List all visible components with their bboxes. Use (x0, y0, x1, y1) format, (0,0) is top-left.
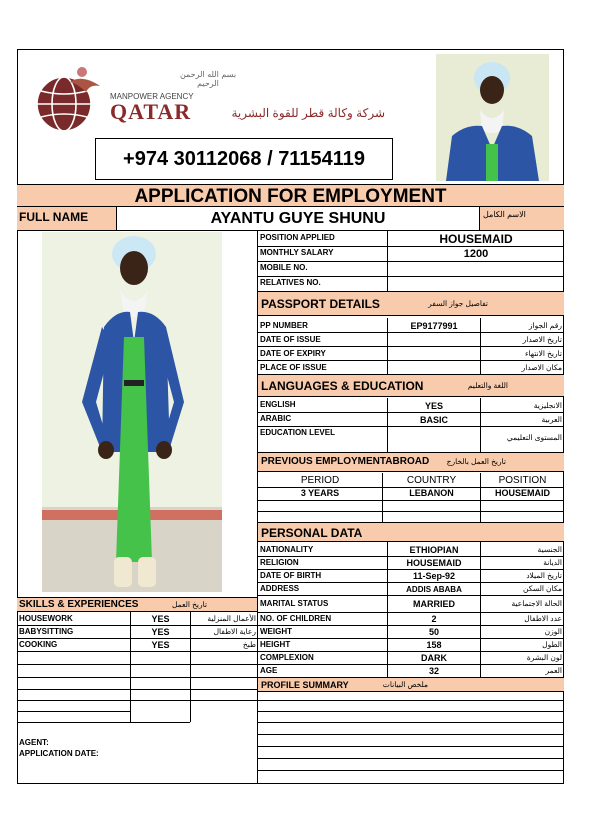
mobile-no-label: MOBILE NO. (260, 263, 308, 272)
languages-section-header (258, 375, 564, 397)
employment-country-value: LEBANON (409, 488, 454, 498)
application-date-label: APPLICATION DATE: (19, 749, 99, 758)
cooking-label: COOKING (19, 640, 58, 649)
nationality-label: NATIONALITY (260, 545, 314, 554)
date-of-expiry-ar: تاريخ الانتهاء (525, 349, 562, 358)
pp-number-value: EP9177991 (410, 321, 458, 331)
weight-ar: الوزن (544, 627, 562, 636)
phone-number: +974 30112068 / 71154119 (123, 148, 365, 170)
english-value: YES (424, 401, 443, 411)
marital-status-ar: الحالة الاجتماعية (511, 599, 562, 608)
weight-label: WEIGHT (260, 627, 292, 636)
profile-section-title: PROFILE SUMMARY (261, 680, 349, 690)
employment-header-period: PERIOD (300, 475, 340, 486)
pp-number-label: PP NUMBER (260, 321, 308, 330)
full-name-value: AYANTU GUYE SHUNU (210, 210, 386, 227)
cooking-ar: طبخ (242, 640, 256, 649)
english-ar: الانجليزية (533, 401, 562, 410)
skills-section-title: SKILLS & EXPERIENCES (19, 599, 139, 610)
title-bar (17, 185, 564, 207)
full-name-label-cell (17, 207, 117, 231)
agency-name-en: MANPOWER AGENCY (110, 92, 194, 101)
arabic-label: ARABIC (260, 414, 292, 423)
personal-section-title: PERSONAL DATA (261, 526, 363, 540)
passport-section-header (258, 292, 564, 316)
employment-section-title: PREVIOUS EMPLOYMENTABROAD (261, 456, 430, 467)
position-applied-value: HOUSEMAID (439, 232, 513, 246)
address-value: ADDIS ABABA (406, 585, 462, 594)
complexion-value: DARK (421, 653, 447, 663)
place-of-issue-label: PLACE OF ISSUE (260, 363, 327, 372)
full-name-label: FULL NAME (19, 210, 89, 224)
employment-header-position: POSITION (498, 475, 547, 486)
date-of-birth-label: DATE OF BIRTH (260, 571, 322, 580)
agency-name-ar: شركة وكالة قطر للقوة البشرية (231, 106, 385, 120)
education-level-label: EDUCATION LEVEL (260, 428, 335, 437)
languages-section-title: LANGUAGES & EDUCATION (261, 379, 424, 393)
religion-label: RELIGION (260, 558, 299, 567)
date-of-issue-label: DATE OF ISSUE (260, 335, 321, 344)
employment-position-value: HOUSEMAID (494, 488, 550, 498)
date-of-issue-ar: تاريخ الاصدار (522, 335, 562, 344)
employment-period-value: 3 YEARS (300, 488, 340, 498)
housework-value: YES (151, 614, 170, 624)
religion-ar: الديانة (543, 558, 562, 567)
no-of-children-ar: عدد الاطفال (524, 614, 562, 623)
weight-value: 50 (428, 627, 439, 637)
place-of-issue-ar: مكان الاصدار (521, 363, 562, 372)
arabic-value: BASIC (419, 415, 448, 425)
babysitting-ar: رعاية الاطفال (213, 627, 256, 636)
date-of-birth-ar: تاريخ الميلاد (526, 571, 562, 580)
age-label: AGE (260, 666, 278, 675)
profile-section-header (258, 678, 564, 692)
height-value: 158 (426, 640, 442, 650)
marital-status-value: MARRIED (413, 599, 455, 609)
complexion-ar: لون البشرة (526, 653, 562, 662)
passport-section-title-ar: تفاصيل جواز السفر (428, 299, 488, 308)
employment-section-title-ar: تاريخ العمل بالخارج (446, 457, 506, 466)
english-label: ENGLISH (260, 400, 296, 409)
age-ar: العمر (545, 666, 562, 675)
height-label: HEIGHT (260, 640, 291, 649)
monthly-salary-label: MONTHLY SALARY (260, 248, 334, 257)
passport-section-title: PASSPORT DETAILS (261, 297, 380, 311)
housework-label: HOUSEWORK (19, 614, 73, 623)
religion-value: HOUSEMAID (406, 558, 462, 568)
skills-section-header (17, 598, 257, 612)
no-of-children-value: 2 (431, 614, 437, 624)
full-name-ar-cell (479, 207, 564, 231)
agent-label: AGENT: (19, 738, 49, 747)
age-value: 32 (428, 666, 439, 676)
form-title: APPLICATION FOR EMPLOYMENT (134, 186, 447, 207)
address-label: ADDRESS (260, 584, 300, 593)
monthly-salary-value: 1200 (463, 248, 489, 260)
height-ar: الطول (542, 640, 562, 649)
arabic-ar: العربية (541, 415, 562, 424)
housework-ar: الأعمال المنزلية (207, 614, 256, 623)
profile-section-title-ar: ملخص البيانات (382, 680, 428, 689)
marital-status-label: MARITAL STATUS (260, 599, 329, 608)
relatives-no-label: RELATIVES NO. (260, 278, 321, 287)
cooking-value: YES (151, 640, 170, 650)
date-of-expiry-label: DATE OF EXPIRY (260, 349, 326, 358)
address-ar: مكان السكن (523, 584, 562, 593)
employment-section-header (258, 453, 564, 472)
date-of-birth-value: 11-Sep-92 (412, 571, 456, 581)
position-applied-label: POSITION APPLIED (260, 233, 335, 242)
full-name-value-cell (117, 207, 479, 231)
education-level-ar: المستوى التعليمي (506, 433, 562, 442)
nationality-value: ETHIOPIAN (409, 545, 459, 555)
personal-section-header (258, 523, 564, 542)
babysitting-value: YES (151, 627, 170, 637)
employment-header-country: COUNTRY (406, 475, 457, 486)
full-body-photo (42, 232, 222, 592)
bismillah-calligraphy: بسم الله الرحمن الرحيم (179, 70, 237, 88)
complexion-label: COMPLEXION (260, 653, 314, 662)
pp-number-ar: رقم الجواز (528, 321, 562, 330)
nationality-ar: الجنسية (537, 545, 562, 554)
languages-section-title-ar: اللغة والتعليم (467, 381, 508, 390)
full-name-label-ar: الاسم الكامل (483, 210, 526, 219)
babysitting-label: BABYSITTING (19, 627, 74, 636)
skills-section-title-ar: تاريخ العمل (171, 600, 207, 609)
agency-brand: QATAR (110, 99, 192, 124)
no-of-children-label: NO. OF CHILDREN (260, 614, 332, 623)
